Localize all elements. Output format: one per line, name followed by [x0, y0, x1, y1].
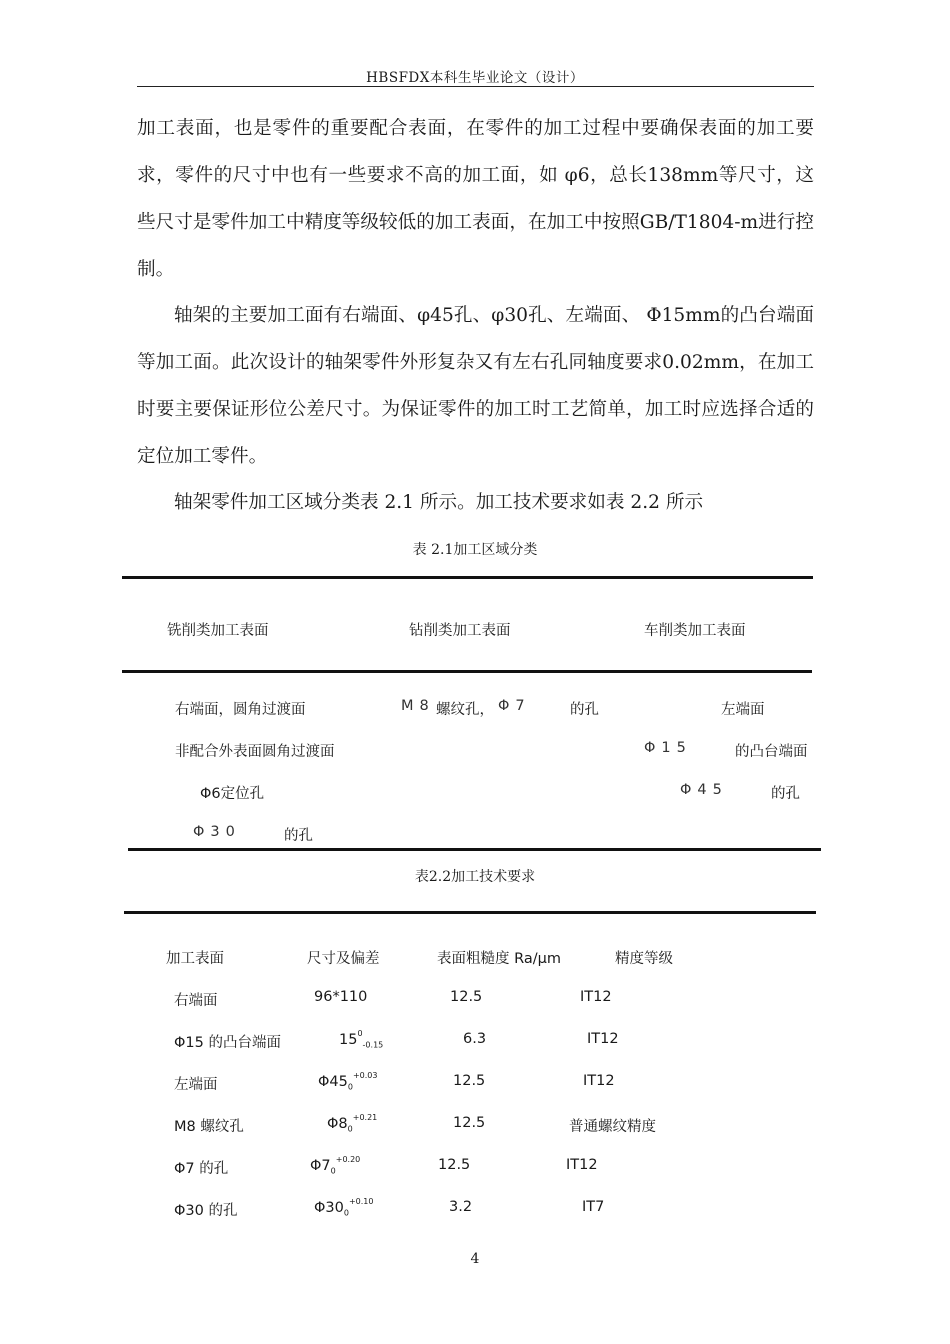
- header-rule: [137, 86, 814, 87]
- dimension-upper-deviation: +0.20: [335, 1155, 361, 1164]
- dimension-base: Φ45: [318, 1073, 348, 1090]
- table1-top-rule: [122, 576, 813, 579]
- table1-caption: 表 2.1加工区域分类: [412, 542, 538, 558]
- table1-r1-drilling-thread: 螺纹孔，: [436, 702, 494, 718]
- table2-row2-surface: Φ15 的凸台端面: [174, 1035, 281, 1051]
- table1-r2-turning-phi15: Φ15: [644, 740, 692, 756]
- table2-row5-roughness: 12.5: [438, 1157, 471, 1173]
- table2-row5-dimension: [310, 1157, 360, 1176]
- table2-row5-surface: Φ7 的孔: [174, 1161, 229, 1177]
- table2-row1-surface: 右端面: [174, 993, 218, 1009]
- table2-row2-roughness: 6.3: [463, 1031, 487, 1047]
- page-number: 4: [470, 1251, 480, 1267]
- table2-row4-surface: M8 螺纹孔: [174, 1119, 244, 1135]
- table2-row3-roughness: 12.5: [453, 1073, 486, 1089]
- table2-header-grade: 精度等级: [615, 951, 673, 967]
- dimension-base: Φ30: [314, 1199, 344, 1216]
- table2-row3-surface: 左端面: [174, 1077, 218, 1093]
- table2-row4-grade: 普通螺纹精度: [569, 1119, 656, 1135]
- dimension-upper-deviation: +0.03: [352, 1071, 378, 1080]
- dimension-lower-deviation: 0: [343, 1208, 349, 1218]
- table2-row1-roughness: 12.5: [450, 989, 483, 1005]
- table1-header-drilling: 钻削类加工表面: [409, 623, 511, 639]
- table2-caption: 表2.2加工技术要求: [414, 869, 536, 885]
- table1-r1-drilling-hole: 的孔: [570, 702, 599, 718]
- dimension-lower-deviation: -0.15: [362, 1040, 384, 1050]
- dimension-upper-deviation: +0.21: [352, 1113, 378, 1122]
- table1-r3-turning-phi45: Φ45: [680, 782, 728, 798]
- table2-row1-grade: IT12: [580, 989, 612, 1005]
- dimension-base: Φ7: [310, 1157, 331, 1174]
- table1-mid-rule: [122, 670, 812, 673]
- table2-row4-dimension: [327, 1115, 377, 1134]
- table2-row4-roughness: 12.5: [453, 1115, 486, 1131]
- table2-row6-grade: IT7: [582, 1199, 605, 1215]
- table1-r1-milling: 右端面，圆角过渡面: [175, 702, 306, 718]
- table1-r3-turning-hole: 的孔: [771, 786, 800, 802]
- table2-row6-surface: Φ30 的孔: [174, 1203, 238, 1219]
- table2-top-rule: [124, 911, 816, 914]
- paragraph-1: 加工表面，也是零件的重要配合表面，在零件的加工过程中要确保表面的加工要求，零件的尺寸中也有一些要求不高的加工面，如 φ6，总长138mm等尺寸，这些尺寸是零件加工中精度等级较低的加工表面，在加工中按照GB/T1804-m进行控制。: [137, 118, 814, 280]
- table2-row6-roughness: 3.2: [449, 1199, 473, 1215]
- dimension-lower-deviation: 0: [347, 1082, 353, 1092]
- table2-header-surface: 加工表面: [166, 951, 224, 967]
- table1-r1-drilling-phi7: Φ7: [498, 698, 531, 714]
- table1-bottom-rule: [128, 848, 821, 851]
- dimension-upper-deviation: +0.10: [348, 1197, 374, 1206]
- table2-row3-dimension: [318, 1073, 377, 1092]
- table1-r1-turning: 左端面: [721, 702, 765, 718]
- table2-row2-grade: IT12: [587, 1031, 619, 1047]
- table1-r2-milling: 非配合外表面圆角过渡面: [175, 744, 335, 760]
- dimension-base: 15: [339, 1031, 358, 1048]
- table1-r2-turning-boss: 的凸台端面: [735, 744, 808, 760]
- table2-row3-grade: IT12: [583, 1073, 615, 1089]
- table1-header-turning: 车削类加工表面: [644, 623, 746, 639]
- table2-row5-grade: IT12: [566, 1157, 598, 1173]
- dimension-lower-deviation: 0: [330, 1166, 336, 1176]
- paragraph-2: 轴架的主要加工面有右端面、φ45孔、φ30孔、左端面、 Φ15mm的凸台端面等加工面。此次设计的轴架零件外形复杂又有左右孔同轴度要求0.02mm，在加工时要主要保证形位公差尺寸。为保证零件的加工时工艺简单，加工时应选择合适的定位加工零件。: [137, 305, 814, 467]
- table1-r1-drilling-m8: M8: [401, 698, 435, 714]
- table2-row6-dimension: [314, 1199, 373, 1218]
- dimension-base: Φ8: [327, 1115, 348, 1132]
- table2-row2-dimension: [339, 1031, 383, 1050]
- page-header: HBSFDX本科生毕业论文（设计）: [366, 70, 584, 86]
- table2-row1-dimension: 96*110: [314, 989, 368, 1005]
- table1-r3-milling: Φ6定位孔: [200, 786, 265, 802]
- dimension-upper-deviation: 0: [357, 1029, 363, 1038]
- paragraph-3: 轴架零件加工区域分类表 2.1 所示。加工技术要求如表 2.2 所示: [174, 492, 704, 513]
- table2-header-dimension: 尺寸及偏差: [307, 951, 380, 967]
- table1-r4-milling-hole: 的孔: [284, 828, 313, 844]
- table2-header-roughness: 表面粗糙度 Ra/μm: [437, 951, 561, 967]
- dimension-lower-deviation: 0: [347, 1124, 353, 1134]
- table1-header-milling: 铣削类加工表面: [167, 623, 269, 639]
- table1-r4-milling-phi30: Φ30: [193, 824, 241, 840]
